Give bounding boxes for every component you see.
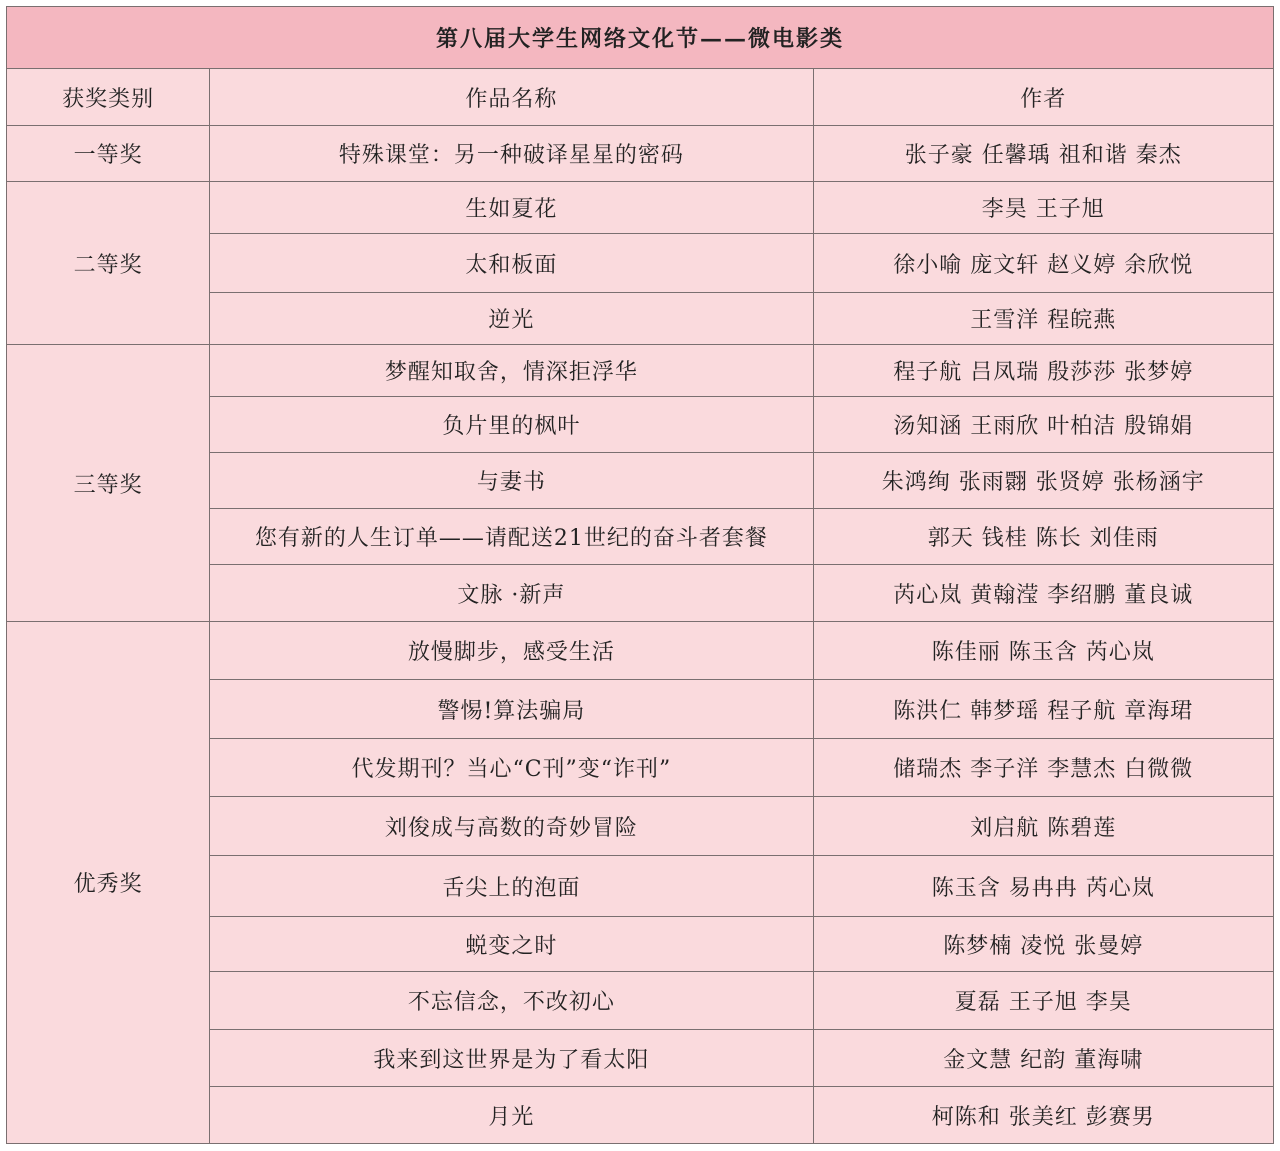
award-category-cell: 一等奖 (7, 126, 210, 182)
author-cell: 陈洪仁 韩梦瑶 程子航 章海珺 (813, 680, 1273, 739)
author-cell: 汤知涵 王雨欣 叶柏洁 殷锦娟 (813, 397, 1273, 453)
table-row (7, 182, 1274, 234)
work-title-cell: 太和板面 (210, 234, 813, 293)
author-cell: 李昊 王子旭 (813, 182, 1273, 234)
table-row (7, 126, 1274, 182)
work-title-cell: 不忘信念，不改初心 (210, 972, 813, 1030)
author-cell: 徐小喻 庞文轩 赵义婷 余欣悦 (813, 234, 1273, 293)
author-cell: 程子航 吕凤瑞 殷莎莎 张梦婷 (813, 345, 1273, 397)
work-title-cell: 放慢脚步，感受生活 (210, 622, 813, 680)
header-category: 获奖类别 (7, 69, 210, 126)
author-cell: 储瑞杰 李子洋 李慧杰 白微微 (813, 739, 1273, 797)
work-title-cell: 梦醒知取舍，情深拒浮华 (210, 345, 813, 397)
awards-table (6, 6, 1274, 1144)
header-row (7, 69, 1274, 126)
table-row (7, 345, 1274, 397)
header-author: 作者 (813, 69, 1273, 126)
table-row (7, 622, 1274, 680)
author-cell: 朱鸿绚 张雨翾 张贤婷 张杨涵宇 (813, 453, 1273, 509)
work-title-cell: 代发期刊？当心“C刊”变“诈刊” (210, 739, 813, 797)
author-cell: 金文慧 纪韵 董海啸 (813, 1030, 1273, 1087)
author-cell: 柯陈和 张美红 彭赛男 (813, 1087, 1273, 1144)
work-title-cell: 逆光 (210, 293, 813, 345)
author-cell: 陈佳丽 陈玉含 芮心岚 (813, 622, 1273, 680)
work-title-cell: 舌尖上的泡面 (210, 856, 813, 917)
work-title-cell: 蜕变之时 (210, 917, 813, 972)
author-cell: 郭天 钱桂 陈长 刘佳雨 (813, 509, 1273, 565)
author-cell: 陈玉含 易冉冉 芮心岚 (813, 856, 1273, 917)
work-title-cell: 我来到这世界是为了看太阳 (210, 1030, 813, 1087)
work-title-cell: 您有新的人生订单——请配送21世纪的奋斗者套餐 (210, 509, 813, 565)
award-category-cell: 三等奖 (7, 345, 210, 622)
author-cell: 刘启航 陈碧莲 (813, 797, 1273, 856)
work-title-cell: 特殊课堂：另一种破译星星的密码 (210, 126, 813, 182)
work-title-cell: 文脉 ·新声 (210, 565, 813, 622)
awards-table-container (6, 6, 1274, 1144)
author-cell: 张子豪 任馨瑀 祖和谐 秦杰 (813, 126, 1273, 182)
author-cell: 夏磊 王子旭 李昊 (813, 972, 1273, 1030)
table-title: 第八届大学生网络文化节——微电影类 (7, 7, 1274, 69)
work-title-cell: 刘俊成与高数的奇妙冒险 (210, 797, 813, 856)
title-row (7, 7, 1274, 69)
awards-table-body (7, 7, 1274, 1144)
work-title-cell: 生如夏花 (210, 182, 813, 234)
award-category-cell: 二等奖 (7, 182, 210, 345)
work-title-cell: 负片里的枫叶 (210, 397, 813, 453)
author-cell: 陈梦楠 凌悦 张曼婷 (813, 917, 1273, 972)
work-title-cell: 与妻书 (210, 453, 813, 509)
author-cell: 芮心岚 黄翰滢 李绍鹏 董良诚 (813, 565, 1273, 622)
header-work: 作品名称 (210, 69, 813, 126)
author-cell: 王雪洋 程皖燕 (813, 293, 1273, 345)
work-title-cell: 警惕!算法骗局 (210, 680, 813, 739)
work-title-cell: 月光 (210, 1087, 813, 1144)
award-category-cell: 优秀奖 (7, 622, 210, 1144)
